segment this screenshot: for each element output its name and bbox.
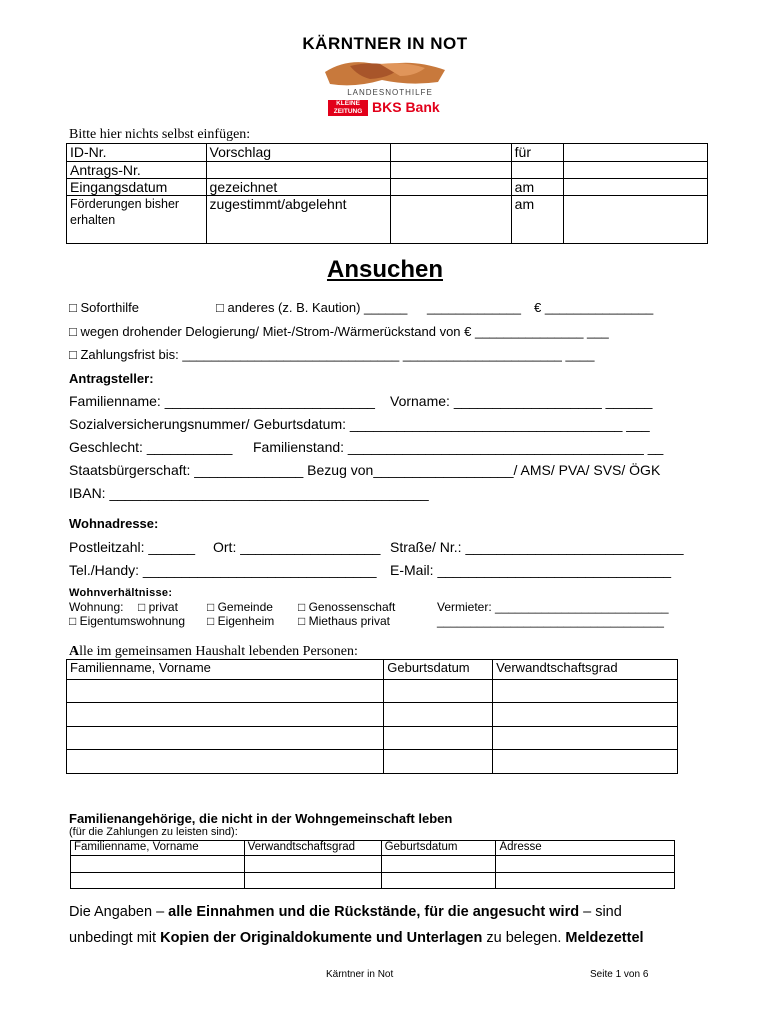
checkbox-gemeinde[interactable]: □ Gemeinde — [207, 600, 273, 614]
table-cell[interactable] — [384, 750, 493, 774]
vorname-field[interactable]: Vorname: ___________________ ______ — [390, 393, 653, 409]
table-cell[interactable] — [67, 680, 384, 703]
table-cell[interactable] — [67, 750, 384, 774]
note-line-2 — [69, 930, 644, 946]
iban-field[interactable]: IBAN: _________________________________________ — [69, 485, 429, 501]
office-cell[interactable] — [391, 144, 512, 162]
angehoerige-heading: Familienangehörige, die nicht in der Wohngemeinschaft leben — [69, 811, 453, 826]
table-cell[interactable] — [493, 680, 678, 703]
note-text: unbedingt mit — [69, 930, 161, 946]
bks-bank-logo: BKS Bank — [372, 99, 440, 115]
angehoerige-table — [70, 840, 675, 889]
haushalt-table — [66, 659, 678, 774]
strasse-field[interactable]: Straße/ Nr.: ____________________________ — [390, 539, 684, 555]
anderes-amount-line[interactable]: _____________ — [427, 300, 521, 315]
table-cell[interactable] — [244, 873, 381, 889]
table-cell[interactable] — [493, 727, 678, 750]
haushalt-col-geburt: Geburtsdatum — [384, 660, 493, 680]
haushalt-col-verwandt: Verwandtschaftsgrad — [493, 660, 678, 680]
familienname-field[interactable]: Familienname: ___________________________ — [69, 393, 375, 409]
table-cell[interactable] — [71, 873, 245, 889]
checkbox-delogierung[interactable]: □ wegen drohender Delogierung/ Miet-/Strom-/Wärmerückstand von € _______________ ___ — [69, 324, 609, 339]
angehoerige-col-adresse: Adresse — [496, 841, 675, 856]
office-cell: für — [511, 144, 563, 162]
checkbox-miethaus-privat[interactable]: □ Miethaus privat — [298, 614, 390, 628]
office-cell[interactable] — [563, 144, 707, 162]
note-text: – sind — [579, 904, 622, 920]
office-table — [66, 143, 708, 244]
office-cell: am — [511, 196, 563, 244]
wohnadresse-heading: Wohnadresse: — [69, 516, 159, 531]
haushalt-heading — [69, 644, 358, 660]
office-cell: ID-Nr. — [67, 144, 207, 162]
wohnung-label: Wohnung: — [69, 600, 124, 614]
table-row — [67, 680, 678, 703]
email-field[interactable]: E-Mail: ______________________________ — [390, 562, 672, 578]
handshake-logo-icon — [320, 52, 450, 90]
note-bold: Kopien der Originaldokumente und Unterlagen — [160, 930, 483, 946]
haushalt-col-name: Familienname, Vorname — [67, 660, 384, 680]
office-cell[interactable] — [511, 162, 563, 179]
table-cell[interactable] — [384, 680, 493, 703]
familienstand-field[interactable]: Familienstand: ______________________________________ __ — [253, 439, 664, 455]
office-cell: Förderungen bisher erhalten — [67, 196, 207, 244]
angehoerige-col-name: Familienname, Vorname — [71, 841, 245, 856]
office-cell: Eingangsdatum — [67, 179, 207, 196]
logo-title: KÄRNTNER IN NOT — [302, 34, 468, 53]
table-row — [67, 750, 678, 774]
note-bold: alle Einnahmen und die Rückstände, für die angesucht wird — [168, 904, 580, 920]
table-cell[interactable] — [496, 856, 675, 873]
vermieter-field-line2[interactable]: __________________________________ — [437, 614, 664, 628]
table-cell[interactable] — [244, 856, 381, 873]
office-cell[interactable] — [206, 162, 390, 179]
office-cell: am — [511, 179, 563, 196]
svnr-field[interactable]: Sozialversicherungsnummer/ Geburtsdatum: ___________________________________ ___ — [69, 416, 650, 432]
note-bold: Meldezettel — [565, 930, 644, 946]
note-line-1 — [69, 904, 622, 920]
checkbox-genossenschaft[interactable]: □ Genossenschaft — [298, 600, 396, 614]
table-row — [71, 873, 675, 889]
table-cell[interactable] — [496, 873, 675, 889]
table-cell[interactable] — [384, 703, 493, 727]
office-cell: Antrags-Nr. — [67, 162, 207, 179]
staatsbuergerschaft-field[interactable]: Staatsbürgerschaft: ______________ Bezug von__________________/ AMS/ PVA/ SVS/ ÖGK — [69, 462, 661, 478]
antragsteller-heading: Antragsteller: — [69, 371, 154, 386]
table-cell[interactable] — [381, 856, 496, 873]
wohnverhaeltnisse-heading: Wohnverhältnisse: — [69, 587, 173, 599]
note-text: zu belegen. — [482, 930, 566, 946]
table-cell[interactable] — [67, 727, 384, 750]
office-cell[interactable] — [391, 179, 512, 196]
table-cell[interactable] — [493, 703, 678, 727]
office-cell[interactable] — [563, 179, 707, 196]
angehoerige-subheading: (für die Zahlungen zu leisten sind): — [69, 826, 238, 838]
office-cell: gezeichnet — [206, 179, 390, 196]
office-cell[interactable] — [563, 162, 707, 179]
footer-title: Kärntner in Not — [326, 969, 394, 980]
haushalt-heading-initial: A — [69, 644, 80, 659]
page-number: Seite 1 von 6 — [590, 969, 649, 980]
checkbox-privat[interactable]: □ privat — [138, 600, 178, 614]
table-cell[interactable] — [493, 750, 678, 774]
ort-field[interactable]: Ort: __________________ — [213, 539, 381, 555]
postleitzahl-field[interactable]: Postleitzahl: ______ — [69, 539, 196, 555]
table-cell[interactable] — [67, 703, 384, 727]
office-cell: Vorschlag — [206, 144, 390, 162]
checkbox-zahlungsfrist[interactable]: □ Zahlungsfrist bis: ______________________________ ______________________ ____ — [69, 347, 595, 362]
angehoerige-col-geburt: Geburtsdatum — [381, 841, 496, 856]
haushalt-heading-text: lle im gemeinsamen Haushalt lebenden Personen: — [79, 644, 358, 659]
checkbox-eigentumswohnung[interactable]: □ Eigentumswohnung — [69, 614, 185, 628]
table-row — [67, 727, 678, 750]
checkbox-soforthilfe[interactable]: □ Soforthilfe — [69, 300, 139, 315]
geschlecht-field[interactable]: Geschlecht: ___________ — [69, 439, 233, 455]
table-cell[interactable] — [381, 873, 496, 889]
checkbox-eigenheim[interactable]: □ Eigenheim — [207, 614, 275, 628]
office-cell[interactable] — [391, 196, 512, 244]
vermieter-field[interactable]: Vermieter: __________________________ — [437, 600, 669, 614]
table-cell[interactable] — [384, 727, 493, 750]
page-title: Ansuchen — [326, 256, 443, 283]
note-text: Die Angaben – — [69, 904, 169, 920]
office-note: Bitte hier nichts selbst einfügen: — [69, 127, 251, 142]
table-row — [71, 856, 675, 873]
anderes-euro-field[interactable]: € _______________ — [534, 300, 654, 315]
office-cell[interactable] — [391, 162, 512, 179]
telefon-field[interactable]: Tel./Handy: ______________________________ — [69, 562, 377, 578]
logo-subtitle: LANDESNOTHILFE — [347, 88, 433, 97]
table-cell[interactable] — [71, 856, 245, 873]
kleine-zeitung-logo: KLEINE ZEITUNG — [328, 100, 368, 116]
office-cell[interactable] — [563, 196, 707, 244]
angehoerige-col-verwandt: Verwandtschaftsgrad — [244, 841, 381, 856]
checkbox-anderes[interactable]: □ anderes (z. B. Kaution) ______ — [216, 300, 408, 315]
table-row — [67, 703, 678, 727]
office-cell: zugestimmt/abgelehnt — [206, 196, 390, 244]
